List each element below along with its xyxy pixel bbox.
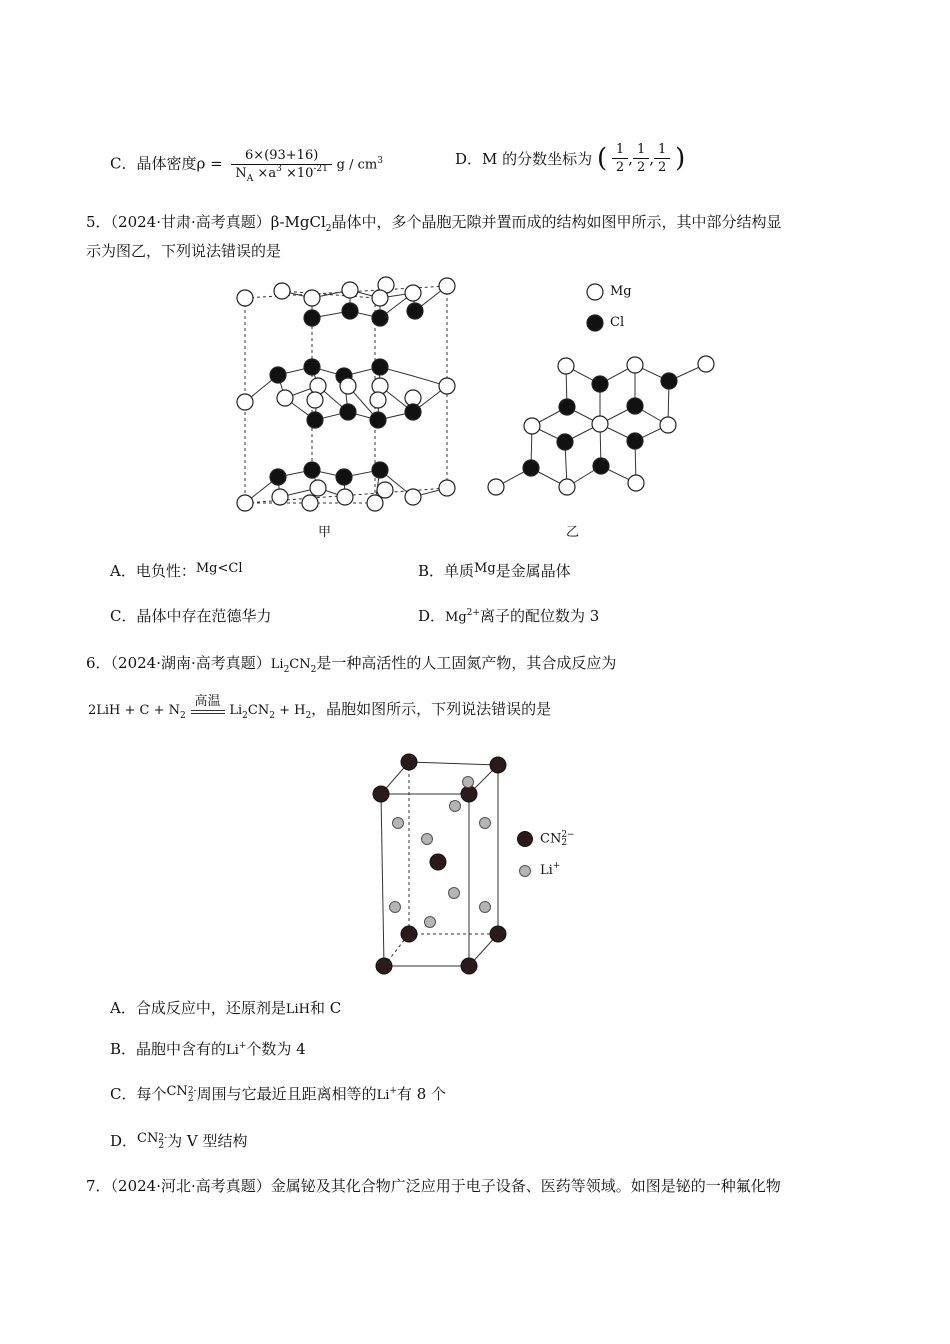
q5-option-c[interactable]: C．晶体中存在范德华力 xyxy=(110,607,272,625)
q5-option-b[interactable]: B．单质Mg是金属晶体 xyxy=(418,561,571,580)
q5-option-d[interactable]: D．$Mg^{2+}$离子的配位数为 3 xyxy=(418,607,600,625)
q4-option-d[interactable]: D．M 的分数坐标为 ( $\frac{1}{2}$ , $\frac{1}{2}$ , $\frac{1}{2}$ ) xyxy=(455,142,686,175)
legend-cn2-label: CN 2− 2 xyxy=(540,830,575,848)
q5-option-a[interactable]: A．电负性：Mg<Cl xyxy=(110,561,243,580)
figure-jia-lattice xyxy=(228,268,468,543)
q6-legend-symbols xyxy=(517,831,535,881)
legend-li-label: Li+ xyxy=(540,861,561,878)
q6-equation: $2LiH + C + N_2$ 高温 $Li_2CN_2 + H_2$，晶胞如图所示，下列说法错误的是 xyxy=(88,698,551,719)
q6-option-a[interactable]: A．合成反应中，还原剂是LiH和 C xyxy=(110,999,342,1017)
cl-legend-icon xyxy=(587,315,603,331)
cn2-legend-icon xyxy=(518,832,533,847)
legend-mg-label: Mg xyxy=(610,284,632,299)
q5-legend-symbols xyxy=(584,283,606,333)
reaction-condition: 高温 xyxy=(194,694,221,709)
q6-option-c[interactable]: C．每个CN 2- 2 周围与它最近且距离相等的Li+有 8 个 xyxy=(110,1084,447,1104)
figure-yi-layer xyxy=(484,352,720,498)
figure-yi-caption: 乙 xyxy=(566,525,580,540)
q4-option-d-label: D．M 的分数坐标为 xyxy=(455,150,593,168)
q6-option-b[interactable]: B．晶胞中含有的Li+个数为 4 xyxy=(110,1040,306,1058)
q6-unit-cell xyxy=(370,752,510,978)
q5-stem-line1: 5．（2024·甘肃·高考真题）β-MgCl$_2$晶体中，多个晶胞无隙并置而成的结构如图甲所示，其中部分结构显 xyxy=(86,213,782,234)
legend-cl-label: Cl xyxy=(610,315,625,330)
coord-frac-1: $\frac{1}{2}$ xyxy=(612,142,628,175)
equals-sign xyxy=(191,710,225,714)
q4-option-c[interactable]: C．晶体密度ρ = $\frac{6\times(93+16)}{N_A \times a^3 \times 10^{-21}}$ g / $cm^3$ xyxy=(110,148,383,184)
q4-option-c-label: C．晶体密度ρ = xyxy=(110,154,223,173)
q7-stem: 7．（2024·河北·高考真题）金属铋及其化合物广泛应用于电子设备、医药等领域。如图是铋的一种氟化物 xyxy=(86,1177,781,1195)
figure-jia-caption: 甲 xyxy=(318,525,332,540)
q5-stem-line2: 示为图乙，下列说法错误的是 xyxy=(86,242,282,260)
density-fraction: $\frac{6\times(93+16)}{N_A \times a^3 \times 10^{-21}}$ xyxy=(231,148,331,181)
mg-legend-icon xyxy=(587,284,603,300)
q6-stem-line1: 6．（2024·湖南·高考真题）$Li_2CN_2$是一种高活性的人工固氮产物，其合成反应为 xyxy=(86,654,617,675)
coord-frac-3: $\frac{1}{2}$ xyxy=(654,142,670,175)
q6-option-d[interactable]: D．CN 2- 2 为 V 型结构 xyxy=(110,1131,248,1151)
coord-frac-2: $\frac{1}{2}$ xyxy=(633,142,649,175)
li-legend-icon xyxy=(520,866,531,877)
